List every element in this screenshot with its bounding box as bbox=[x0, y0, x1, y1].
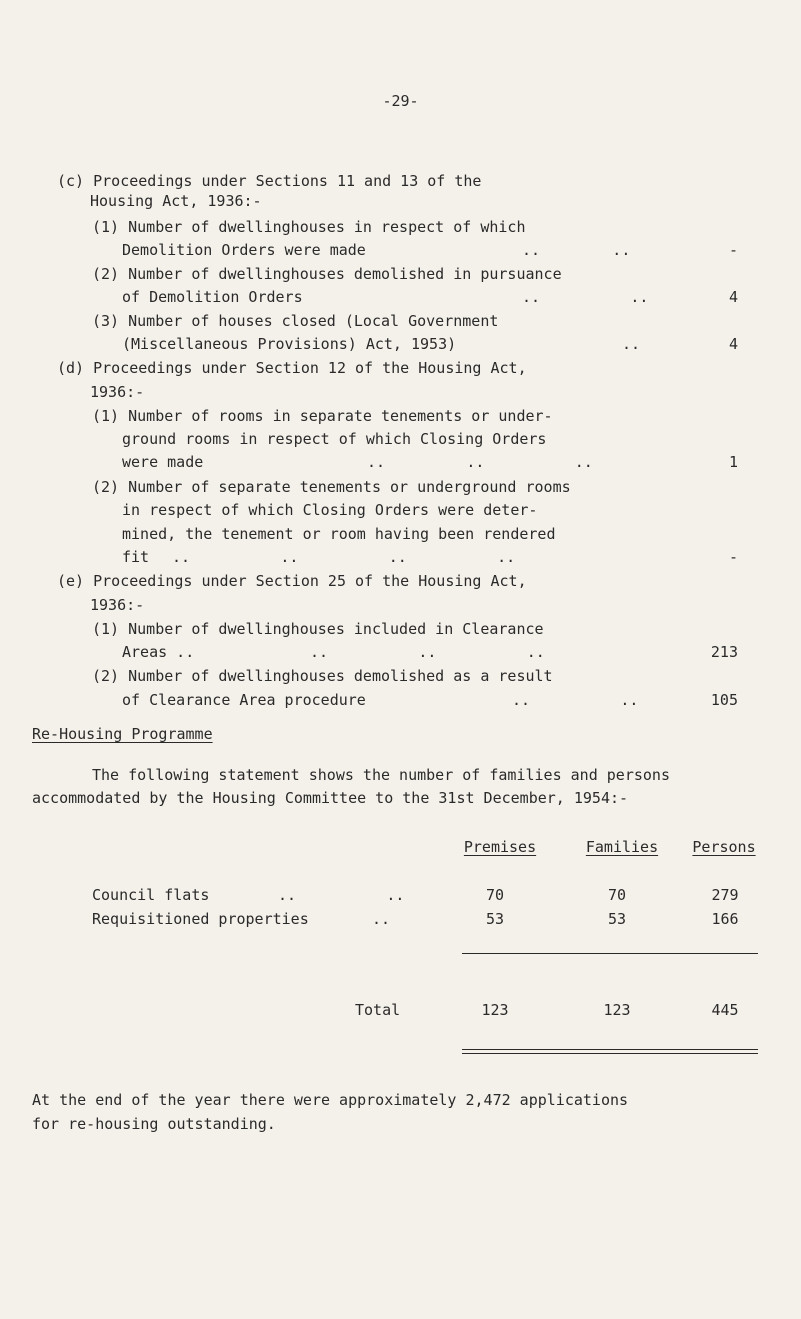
section-d-item1-value: 1 bbox=[728, 453, 738, 471]
section-e-item1-cont: Areas .. bbox=[122, 643, 195, 661]
leader-dots: .. .. bbox=[512, 691, 639, 709]
section-c-item3-cont: (Miscellaneous Provisions) Act, 1953) bbox=[122, 335, 457, 353]
section-c-item3-value: 4 bbox=[728, 335, 738, 353]
rehousing-heading: Re-Housing Programme bbox=[32, 725, 213, 743]
leader-dots: .. bbox=[622, 335, 641, 353]
leader-dots: .. .. bbox=[522, 241, 631, 259]
leader-dots: .. .. .. bbox=[367, 453, 593, 471]
section-c-heading-cont: Housing Act, 1936:- bbox=[90, 192, 262, 210]
closing-text-cont: for re-housing outstanding. bbox=[32, 1115, 276, 1133]
total-families: 123 bbox=[603, 1001, 631, 1019]
section-e-item1: (1) Number of dwellinghouses included in Clearance bbox=[92, 620, 544, 638]
section-c-item1-cont: Demolition Orders were made bbox=[122, 241, 366, 259]
leader-dots: .. .. .. bbox=[310, 643, 545, 661]
total-label: Total bbox=[355, 1001, 401, 1019]
rehousing-intro-cont: accommodated by the Housing Committee to the 31st December, 1954:- bbox=[32, 789, 629, 807]
section-c-item2: (2) Number of dwellinghouses demolished in pursuance bbox=[92, 265, 562, 283]
section-d-item2-value: - bbox=[728, 548, 738, 566]
section-d-item2-cont: mined, the tenement or room having been rendered bbox=[122, 525, 556, 543]
section-d-item1-cont: ground rooms in respect of which Closing Orders bbox=[122, 430, 547, 448]
total-double-rule-bottom bbox=[462, 1053, 758, 1054]
section-e-item2-value: 105 bbox=[710, 691, 738, 709]
section-d-item1: (1) Number of rooms in separate tenements or under- bbox=[92, 407, 553, 425]
cell-premises: 53 bbox=[485, 910, 505, 928]
cell-persons: 279 bbox=[711, 886, 739, 904]
section-c-item1-value: - bbox=[728, 241, 738, 259]
subtotal-rule bbox=[462, 953, 758, 954]
section-e-item2: (2) Number of dwellinghouses demolished as a result bbox=[92, 667, 553, 685]
cell-families: 70 bbox=[607, 886, 627, 904]
row-label: Council flats bbox=[92, 886, 210, 904]
row-label: Requisitioned properties bbox=[92, 910, 309, 928]
closing-text: At the end of the year there were approximately 2,472 applications bbox=[32, 1091, 629, 1109]
cell-persons: 166 bbox=[711, 910, 739, 928]
page-number: -29- bbox=[382, 92, 419, 110]
section-e-heading: (e) Proceedings under Section 25 of the Housing Act, bbox=[57, 572, 527, 590]
section-e-heading-cont: 1936:- bbox=[90, 596, 145, 614]
rehousing-intro: The following statement shows the number of families and persons bbox=[92, 766, 670, 784]
section-d-heading-cont: 1936:- bbox=[90, 383, 145, 401]
column-header-persons: Persons bbox=[692, 838, 756, 856]
cell-premises: 70 bbox=[485, 886, 505, 904]
cell-families: 53 bbox=[607, 910, 627, 928]
leader-dots: .. .. bbox=[278, 886, 405, 904]
section-d-heading: (d) Proceedings under Section 12 of the Housing Act, bbox=[57, 359, 527, 377]
section-e-item2-cont: of Clearance Area procedure bbox=[122, 691, 366, 709]
column-header-families: Families bbox=[585, 838, 659, 856]
section-d-item2: (2) Number of separate tenements or underground rooms bbox=[92, 478, 571, 496]
section-c-item3: (3) Number of houses closed (Local Government bbox=[92, 312, 499, 330]
section-d-item2-cont: in respect of which Closing Orders were deter- bbox=[122, 501, 538, 519]
section-c-item2-cont: of Demolition Orders bbox=[122, 288, 303, 306]
section-d-item1-cont: were made bbox=[122, 453, 204, 471]
total-premises: 123 bbox=[481, 1001, 509, 1019]
total-double-rule-top bbox=[462, 1049, 758, 1050]
section-c-heading: (c) Proceedings under Sections 11 and 13 of the bbox=[57, 172, 482, 190]
section-c-item1: (1) Number of dwellinghouses in respect of which bbox=[92, 218, 526, 236]
section-e-item1-value: 213 bbox=[710, 643, 738, 661]
leader-dots: .. .. .. .. bbox=[172, 548, 516, 566]
section-c-item2-value: 4 bbox=[728, 288, 738, 306]
total-persons: 445 bbox=[711, 1001, 739, 1019]
section-d-item2-cont: fit bbox=[122, 548, 150, 566]
column-header-premises: Premises bbox=[463, 838, 537, 856]
leader-dots: .. bbox=[372, 910, 391, 928]
leader-dots: .. .. bbox=[522, 288, 649, 306]
